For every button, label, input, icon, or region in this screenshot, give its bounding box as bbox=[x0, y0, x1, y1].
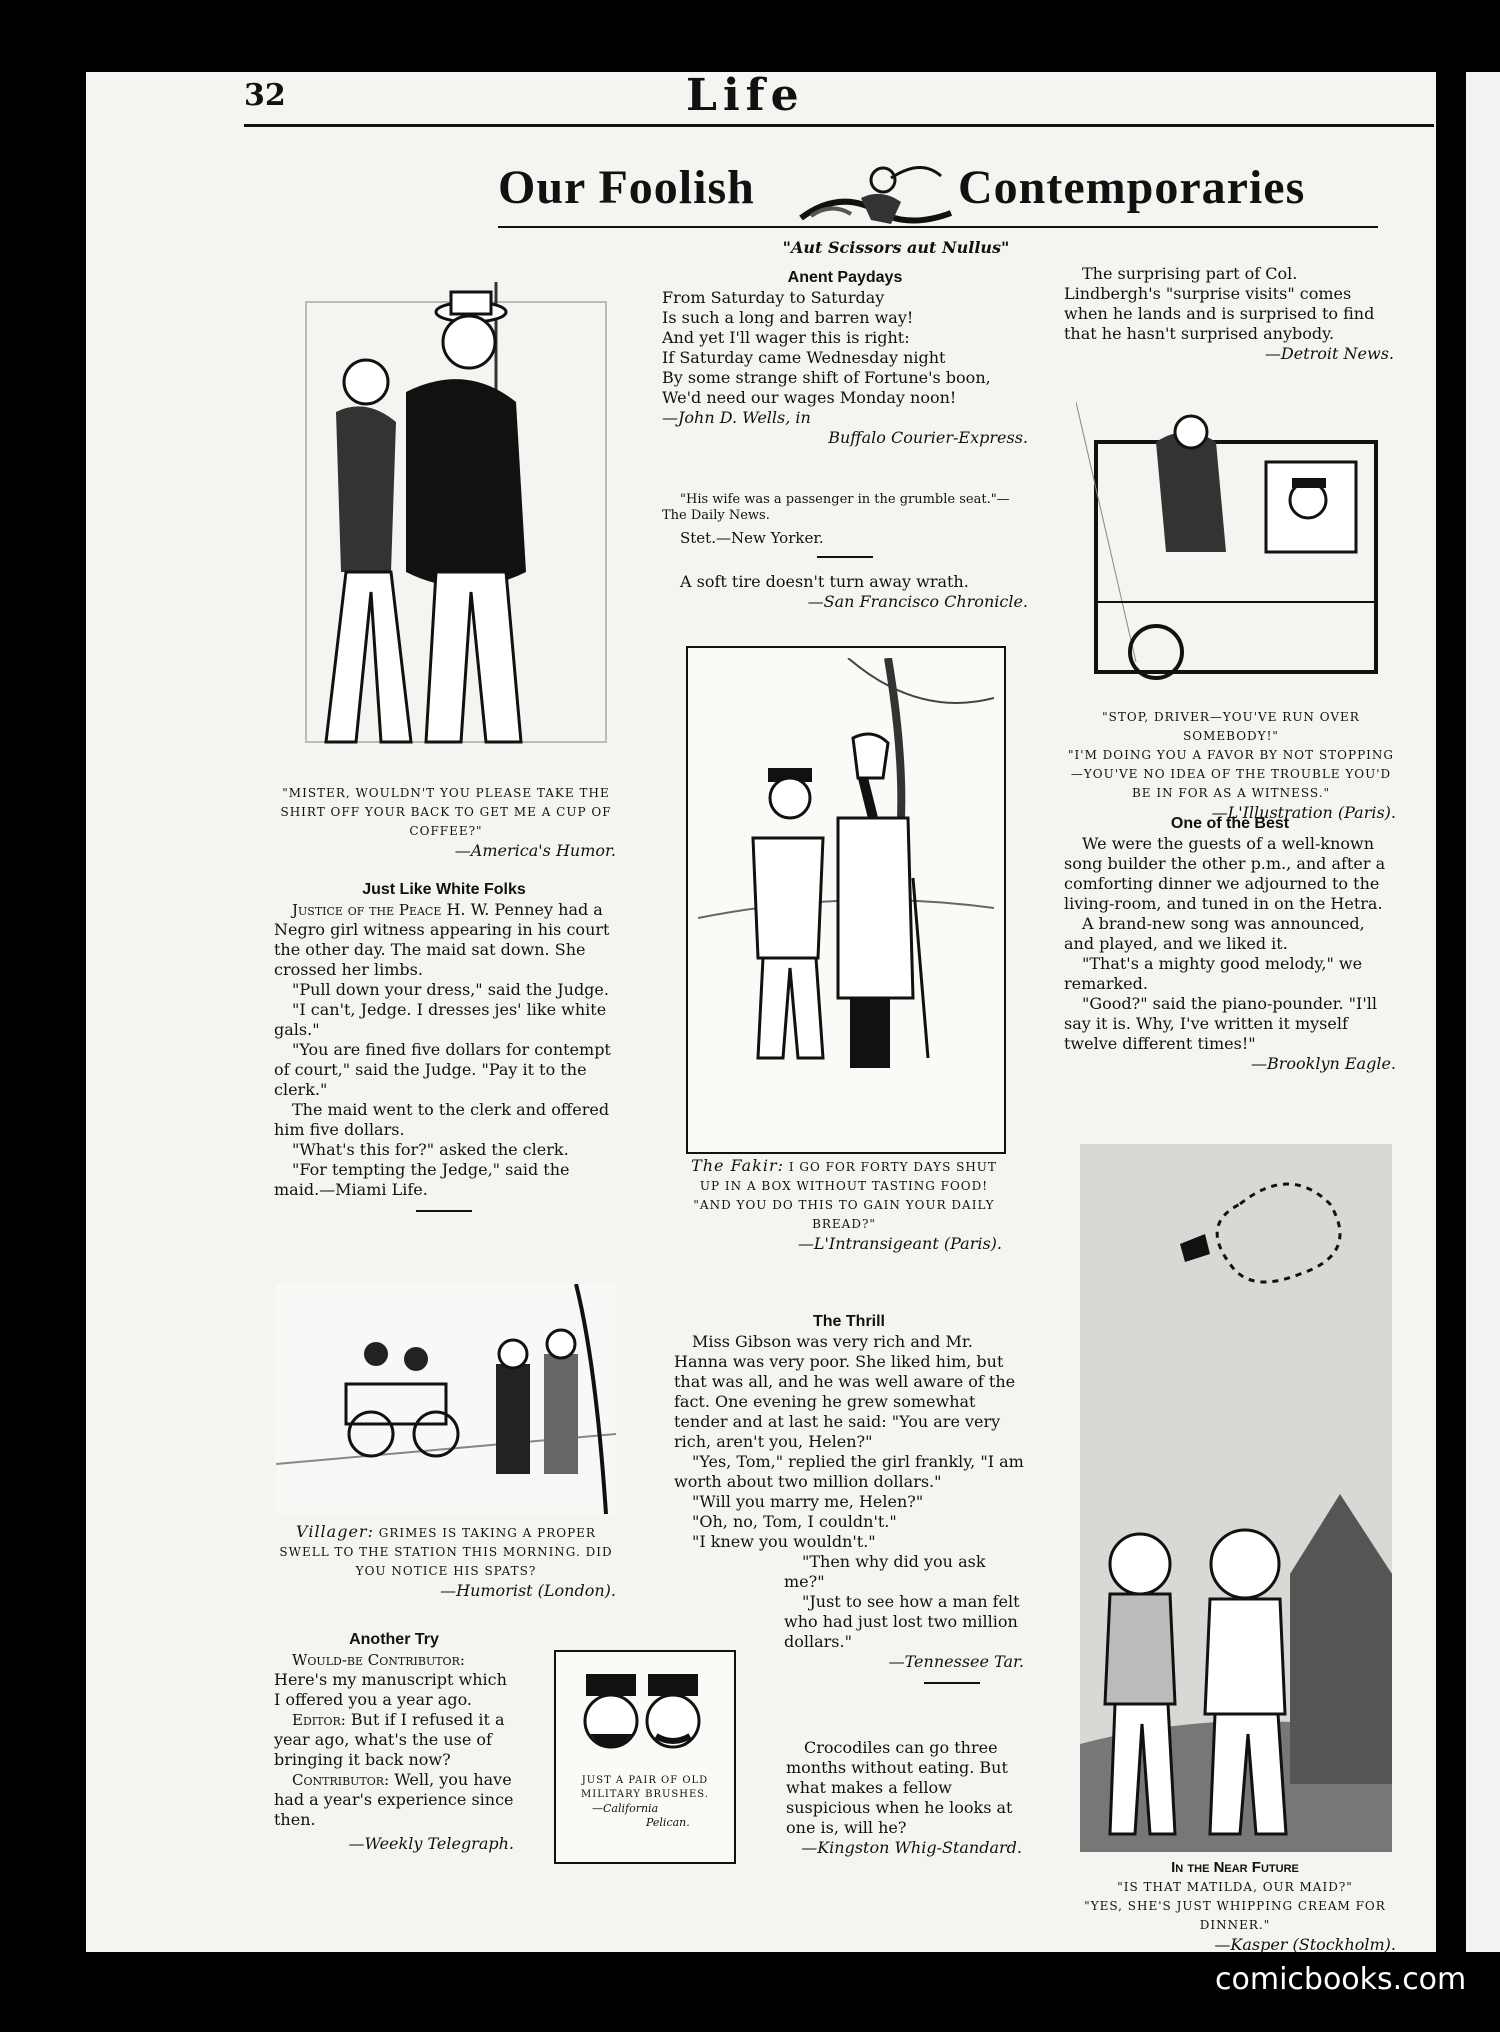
one-of-best-title: One of the Best bbox=[1170, 815, 1290, 832]
village-source: —Humorist (London). bbox=[440, 1581, 616, 1600]
near-future-illustration bbox=[1080, 1144, 1392, 1852]
another-try-article bbox=[274, 1630, 514, 1854]
thrill-para: "I knew you wouldn't." bbox=[692, 1532, 876, 1551]
divider bbox=[416, 1210, 472, 1212]
one-of-best-source: —Brooklyn Eagle. bbox=[1250, 1054, 1396, 1073]
thrill-para: "Yes, Tom," replied the girl frankly, "I am worth about two million dollars." bbox=[674, 1452, 1024, 1491]
speaker: Contributor: bbox=[292, 1771, 390, 1789]
taxi-cartoon-illustration bbox=[1076, 402, 1396, 692]
section-banner bbox=[386, 154, 1376, 242]
one-of-best-para: A brand-new song was announced, and played, and we liked it. bbox=[1064, 914, 1365, 953]
banner-right-text: Contemporaries bbox=[958, 161, 1306, 214]
paydays-poem bbox=[662, 268, 1028, 448]
taxi-line: "STOP, DRIVER—YOU'VE RUN OVER SOMEBODY!" bbox=[1102, 710, 1360, 743]
magazine-page bbox=[86, 72, 1436, 1952]
near-future-line: "IS THAT MATILDA, OUR MAID?" bbox=[1117, 1880, 1353, 1894]
soft-tire-text: A soft tire doesn't turn away wrath. bbox=[680, 572, 969, 591]
village-caption: GRIMES IS TAKING A PROPER SWELL TO THE STATION THIS MORNING. DID YOU NOTICE HIS SPATS? bbox=[279, 1526, 613, 1578]
divider bbox=[817, 556, 873, 558]
cartoon-beggar-illustration bbox=[286, 272, 626, 772]
thrill-title: The Thrill bbox=[813, 1313, 885, 1330]
lindbergh-item bbox=[1064, 264, 1394, 364]
brushes-source: Pelican. bbox=[646, 1816, 690, 1829]
one-of-best-para: "That's a mighty good melody," we remarked. bbox=[1064, 954, 1363, 993]
thrill-para: "Oh, no, Tom, I couldn't." bbox=[692, 1512, 897, 1531]
poem-line: Is such a long and barren way! bbox=[662, 308, 914, 327]
one-of-best-para: We were the guests of a well-known song builder the other p.m., and after a comforting dinner we adjourned to the living-room, and tuned in on the Hetra. bbox=[1064, 834, 1386, 913]
taxi-line: "I'M DOING YOU A FAVOR BY NOT STOPPING—YOU'VE NO IDEA OF THE TROUBLE YOU'D BE IN FOR AS A WITNESS." bbox=[1068, 748, 1394, 800]
magazine-title: Life bbox=[686, 70, 805, 121]
taxi-caption-block bbox=[1066, 708, 1396, 823]
white-folks-para: "What's this for?" asked the clerk. bbox=[292, 1140, 569, 1159]
crocodiles-text: Crocodiles can go three months without eating. But what makes a fellow suspicious when he looks at one is, will he? bbox=[786, 1738, 1013, 1837]
thrill-para: "Will you marry me, Helen?" bbox=[692, 1492, 924, 1511]
banner-left-text: Our Foolish bbox=[498, 161, 755, 214]
soft-tire-item bbox=[662, 572, 1028, 612]
taxi-source: —L'Illustration (Paris). bbox=[1211, 803, 1396, 822]
poem-line: And yet I'll wager this is right: bbox=[662, 328, 910, 347]
village-speaker: Villager: bbox=[296, 1522, 374, 1541]
white-folks-para: The maid went to the clerk and offered him five dollars. bbox=[274, 1100, 610, 1139]
one-of-best-article bbox=[1064, 814, 1396, 1074]
page-number: 32 bbox=[244, 78, 286, 113]
cartoon1-source: —America's Humor. bbox=[454, 841, 616, 860]
speaker: Would-be Contributor: bbox=[292, 1651, 465, 1669]
grumble-quote: "His wife was a passenger in the grumble seat."—The Daily News. bbox=[662, 492, 1010, 523]
lindbergh-text: The surprising part of Col. Lindbergh's "surprise visits" comes when he lands and is surprised to find that he hasn't surprised anybody. bbox=[1064, 264, 1375, 343]
paydays-source: Buffalo Courier-Express. bbox=[828, 428, 1028, 447]
village-caption-block bbox=[276, 1522, 616, 1601]
header-rule bbox=[244, 124, 1434, 127]
thrill-para: "Just to see how a man felt who had just lost two million dollars." bbox=[784, 1592, 1020, 1651]
thrill-para: Miss Gibson was very rich and Mr. Hanna was very poor. She liked him, but that was all, and he was well aware of the fact. One evening he grew somewhat tender and at last he said: "You are very rich, aren't you, Helen?" bbox=[674, 1332, 1016, 1451]
thrill-para: "Then why did you ask me?" bbox=[784, 1552, 986, 1591]
section-motto: "Aut Scissors aut Nullus" bbox=[782, 238, 1010, 257]
paydays-title: Anent Paydays bbox=[787, 269, 903, 286]
watermark: comicbooks.com bbox=[1215, 1962, 1467, 1997]
speaker: Editor: bbox=[292, 1711, 346, 1729]
poem-line: By some strange shift of Fortune's boon, bbox=[662, 368, 991, 387]
soft-tire-source: —San Francisco Chronicle. bbox=[807, 592, 1028, 611]
crocodiles-source: —Kingston Whig-Standard. bbox=[801, 1838, 1022, 1857]
lindbergh-source: —Detroit News. bbox=[1264, 344, 1394, 363]
fakir-caption-block bbox=[686, 1156, 1002, 1254]
white-folks-title: Just Like White Folks bbox=[362, 881, 526, 898]
fakir-illustration bbox=[698, 658, 994, 1078]
white-folks-article bbox=[274, 880, 614, 1222]
fakir-speaker: The Fakir: bbox=[691, 1156, 784, 1175]
cartoon1-caption: "MISTER, WOULDN'T YOU PLEASE TAKE THE SHIRT OFF YOUR BACK TO GET ME A CUP OF COFFEE?" bbox=[280, 786, 612, 838]
brushes-source: —California bbox=[592, 1802, 659, 1815]
brushes-caption: JUST A PAIR OF OLD MILITARY BRUSHES. bbox=[581, 1775, 709, 1800]
poem-line: We'd need our wages Monday noon! bbox=[662, 388, 957, 407]
one-of-best-para: "Good?" said the piano-pounder. "I'll say it is. Why, I've written it myself twelve different times!" bbox=[1064, 994, 1377, 1053]
crocodiles-item bbox=[786, 1738, 1022, 1858]
fakir-cartoon-box bbox=[686, 646, 1006, 1154]
white-folks-para: "You are fined five dollars for contempt of court," said the Judge. "Pay it to the clerk." bbox=[274, 1040, 611, 1099]
near-future-caption-block bbox=[1074, 1858, 1396, 1955]
white-folks-para: "I can't, Jedge. I dresses jes' like white gals." bbox=[274, 1000, 607, 1039]
cherub-illustration bbox=[791, 158, 961, 234]
thrill-source: —Tennessee Tar. bbox=[888, 1652, 1024, 1671]
white-folks-para: "Pull down your dress," said the Judge. bbox=[292, 980, 609, 999]
poem-line: If Saturday came Wednesday night bbox=[662, 348, 946, 367]
banner-underline bbox=[498, 226, 1378, 228]
dialogue-line: Well, you have had a year's experience since then. bbox=[274, 1770, 514, 1829]
near-future-source: —Kasper (Stockholm). bbox=[1214, 1935, 1396, 1954]
white-folks-para: H. W. Penney had a Negro girl witness appearing in his court the other day. The maid sat down. She crossed her limbs. bbox=[274, 900, 610, 979]
paydays-source: —John D. Wells, in bbox=[662, 408, 811, 427]
grumble-reply: Stet.—New Yorker. bbox=[680, 529, 824, 547]
poem-line: From Saturday to Saturday bbox=[662, 288, 885, 307]
dialogue-line: Here's my manuscript which I offered you a year ago. bbox=[274, 1670, 507, 1709]
fakir-line: I GO FOR FORTY DAYS SHUT UP IN A BOX WITHOUT TASTING FOOD! bbox=[699, 1160, 997, 1193]
fakir-line: "AND YOU DO THIS TO GAIN YOUR DAILY BREAD?" bbox=[693, 1198, 995, 1231]
grumble-item bbox=[662, 492, 1028, 568]
cartoon-village-car-illustration bbox=[276, 1284, 616, 1514]
near-future-line: "YES, SHE'S JUST WHIPPING CREAM FOR DINNER." bbox=[1084, 1899, 1386, 1932]
another-try-title: Another Try bbox=[349, 1631, 439, 1648]
white-folks-para: "For tempting the Jedge," said the maid.—Miami Life. bbox=[274, 1160, 570, 1199]
near-future-title: In the Near Future bbox=[1171, 1859, 1299, 1876]
divider bbox=[924, 1682, 980, 1684]
adjacent-page-edge bbox=[1466, 72, 1500, 1952]
dialogue-line: But if I refused it a year ago, what's the use of bringing it back now? bbox=[274, 1710, 505, 1769]
another-try-source: —Weekly Telegraph. bbox=[348, 1834, 514, 1853]
cartoon1-caption-block bbox=[276, 784, 616, 861]
white-folks-lead: Justice of the Peace bbox=[292, 901, 442, 919]
thrill-article bbox=[674, 1312, 1024, 1694]
fakir-source: —L'Intransigeant (Paris). bbox=[797, 1234, 1002, 1253]
